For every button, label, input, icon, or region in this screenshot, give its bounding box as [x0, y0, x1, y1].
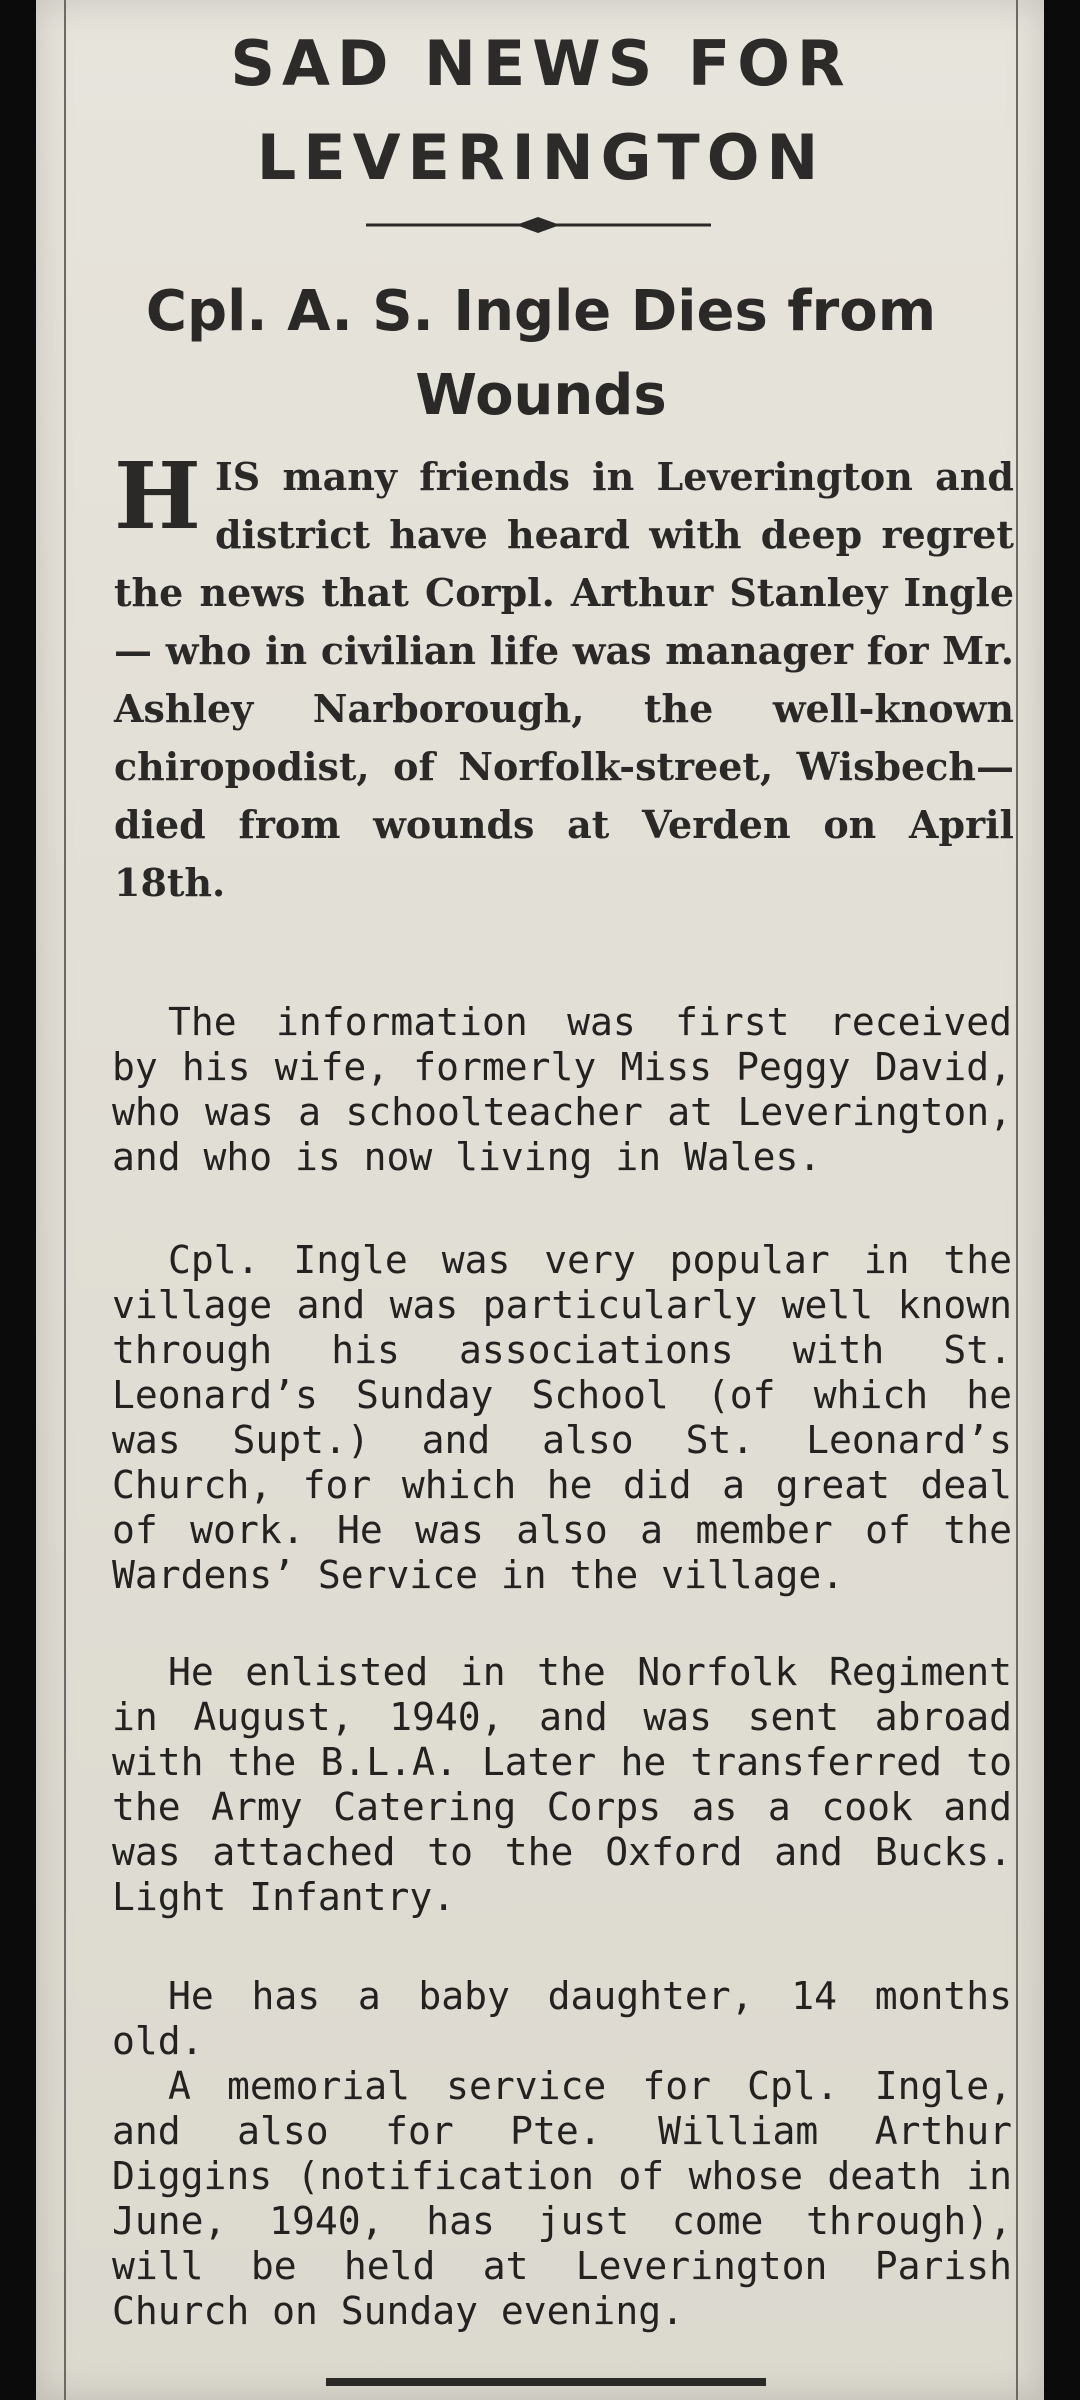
subheadline-line-2: Wounds — [415, 363, 667, 428]
lead-paragraph — [114, 442, 1014, 912]
lead-text: IS many friends in Leverington and district have heard with deep regret the news that Corpl. Arthur Stanley Ingle — who in civilian life was manager for Mr. Ashley Narborough, the well-known chiropodist, of Norfolk-street, Wisbech—died from wounds at Verden on April 18th. — [114, 454, 1014, 905]
body-paragraph-1: The information was first received by his wife, formerly Miss Peggy David, who was a schoolteacher at Leverington, and who is now living in Wales. — [112, 1000, 1012, 1179]
headline-line-1: SAD NEWS FOR — [230, 27, 852, 100]
body-paragraph-2: Cpl. Ingle was very popular in the village and was particularly well known through his associations with St. Leonard’s Sunday School (of which he was Supt.) and also St. Leonard’s Church, for which he did a great deal of work. He was also a member of the Wardens’ Service in the village. — [112, 1238, 1012, 1597]
subheadline-line-1: Cpl. A. S. Ingle Dies from — [145, 279, 937, 344]
column-rule-left — [64, 0, 66, 2400]
bottom-rule — [326, 2378, 766, 2386]
drop-cap: H — [114, 442, 201, 550]
ornament-divider-icon — [366, 214, 711, 236]
body-paragraph-4: He has a baby daughter, 14 months old. — [112, 1974, 1012, 2063]
column-rule-right — [1016, 0, 1018, 2400]
newspaper-clipping — [36, 0, 1044, 2400]
headline-line-2: LEVERINGTON — [256, 121, 826, 194]
body-paragraph-5: A memorial service for Cpl. Ingle, and also for Pte. William Arthur Diggins (notification of whose death in June, 1940, has just come through), will be held at Leverington Parish Church on Sunday evening. — [112, 2064, 1012, 2333]
body-paragraph-3: He enlisted in the Norfolk Regiment in August, 1940, and was sent abroad with the B.L.A. Later he transferred to the Army Catering Corps as a cook and was attached to the Oxford and Bucks. Light Infantry. — [112, 1650, 1012, 1919]
